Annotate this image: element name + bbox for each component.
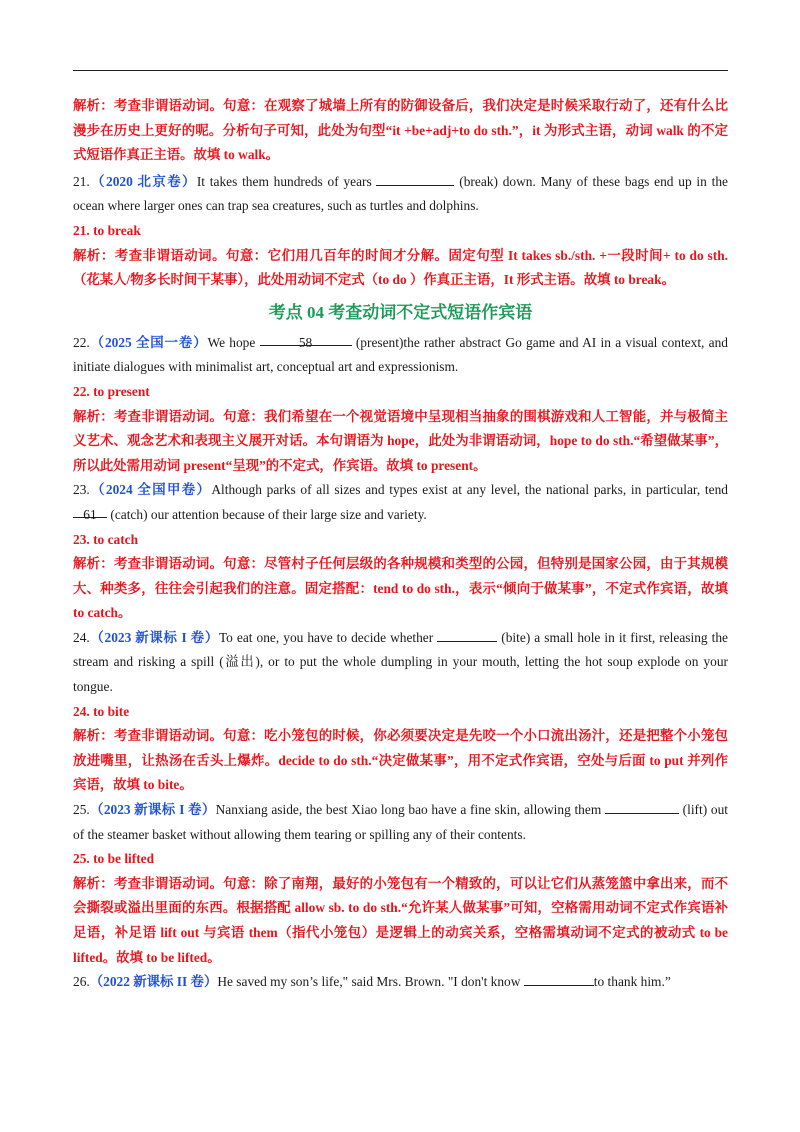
question-text: It takes them hundreds of years bbox=[196, 173, 372, 189]
question-text: Nanxiang aside, the best Xiao long bao have a fine skin, allowing them bbox=[215, 802, 602, 818]
question-number: 22. bbox=[73, 334, 90, 350]
analysis-25: 解析：考查非谓语动词。句意：除了南翔，最好的小笼包有一个精致的，可以让它们从蒸笼篮中拿出来，而不会撕裂或溢出里面的东西。根据搭配 allow sb. to do sth.“允许某人做某事”可知，空格需用动词不定式作宾语补足语，补足语 lift out 与宾语 them（指代小笼包）是逻辑上的动宾关系，空格需填动词不定式的被动式 to be lifted。故填 to be lifted。 bbox=[73, 875, 728, 965]
section-title: 考点 04 考查动词不定式短语作宾语 bbox=[268, 302, 533, 322]
question-text: (break) down. Many of these bags end up in the ocean where larger ones can trap sea creatures, such as turtles and dolphins. bbox=[73, 173, 728, 214]
page-content bbox=[73, 94, 728, 995]
question-text: Although parks of all sizes and types exist at any level, the national parks, in particular, tend bbox=[211, 482, 728, 498]
question-text: We hope bbox=[207, 334, 256, 350]
answer-blank bbox=[437, 627, 497, 642]
answer-blank: 61 bbox=[73, 503, 107, 518]
question-22 bbox=[73, 331, 728, 380]
question-number: 23. bbox=[73, 482, 90, 498]
question-number: 24. bbox=[73, 629, 90, 645]
analysis-21: 解析：考查非谓语动词。句意：它们用几百年的时间才分解。固定句型 It takes sb./sth. +一段时间+ to do sth.（花某人/物多长时间干某事），此处用动词不定式（to do ）作真正主语，It 形式主语。故填 to break。 bbox=[73, 247, 728, 288]
answer-blank bbox=[524, 971, 594, 986]
question-text: He saved my son’s life," said Mrs. Brown. "I don't know bbox=[217, 974, 521, 990]
analysis-24: 解析：考查非谓语动词。句意：吃小笼包的时候，你必须要决定是先咬一个小口流出汤汁，还是把整个小笼包放进嘴里，让热汤在舌头上爆炸。decide to do sth.“决定做某事”，用不定式作宾语，空处与后面 to put 并列作宾语，故填 to bite。 bbox=[73, 728, 728, 793]
question-source: （2024 全国甲卷） bbox=[89, 482, 212, 498]
question-text: (present)the rather abstract Go game and AI in a visual context, and initiate dialogues with minimalist art, conceptual art and expressionism. bbox=[73, 334, 728, 375]
answer-24: 24. to bite bbox=[73, 703, 130, 719]
question-21 bbox=[73, 170, 728, 219]
question-source: （2025 全国一卷） bbox=[89, 334, 208, 350]
answer-25: 25. to be lifted bbox=[73, 851, 155, 867]
question-number: 25. bbox=[73, 802, 90, 818]
question-source: （2023 新课标 I 卷） bbox=[89, 802, 216, 818]
header-rule bbox=[73, 70, 728, 71]
question-number: 21. bbox=[73, 173, 90, 189]
answer-22: 22. to present bbox=[73, 383, 150, 399]
question-26 bbox=[73, 970, 728, 995]
question-text: (bite) a small hole in it first, releasing the stream and risking a spill (溢出), or to put the whole dumpling in your mouth, letting the hot soup explode on your tongue. bbox=[73, 629, 728, 695]
answer-blank: 58 bbox=[260, 331, 352, 346]
answer-blank bbox=[376, 171, 454, 186]
question-text: To eat one, you have to decide whether bbox=[218, 629, 434, 645]
question-25 bbox=[73, 798, 728, 847]
question-source: （2020 北京卷） bbox=[89, 173, 197, 189]
question-text: (lift) out of the steamer basket without allowing them tearing or spilling any of their contents. bbox=[73, 802, 728, 842]
analysis-22: 解析：考查非谓语动词。句意：我们希望在一个视觉语境中呈现相当抽象的围棋游戏和人工智能，并与极简主义艺术、观念艺术和表现主义展开对话。本句谓语为 hope，此处为非谓语动词，hope to do sth.“希望做某事”，所以此处需用动词 present“呈现”的不定式，作宾语。故填 to present。 bbox=[73, 408, 728, 473]
analysis-20: 解析：考查非谓语动词。句意：在观察了城墙上所有的防御设备后，我们决定是时候采取行动了，还有什么比漫步在历史上更好的呢。分析句子可知，此处为句型“it +be+adj+to do sth.”，it 为形式主语，动词 walk 的不定式短语作真正主语。故填 to walk。 bbox=[73, 98, 728, 163]
question-number: 26. bbox=[73, 974, 90, 990]
analysis-23: 解析：考查非谓语动词。句意：尽管村子任何层级的各种规模和类型的公园，但特别是国家公园，由于其规模大、种类多，往往会引起我们的注意。固定搭配：tend to do sth.，表示“倾向于做某事”，不定式作宾语，故填 to catch。 bbox=[73, 556, 728, 621]
answer-21: 21. to break bbox=[73, 222, 141, 238]
question-text: (catch) our attention because of their large size and variety. bbox=[110, 506, 427, 522]
question-text: to thank him.” bbox=[593, 974, 671, 990]
answer-23: 23. to catch bbox=[73, 531, 139, 547]
question-23 bbox=[73, 478, 728, 527]
question-24 bbox=[73, 626, 728, 700]
question-source: （2023 新课标 I 卷） bbox=[89, 629, 219, 645]
answer-blank bbox=[605, 799, 679, 814]
question-source: （2022 新课标 II 卷） bbox=[89, 974, 218, 990]
